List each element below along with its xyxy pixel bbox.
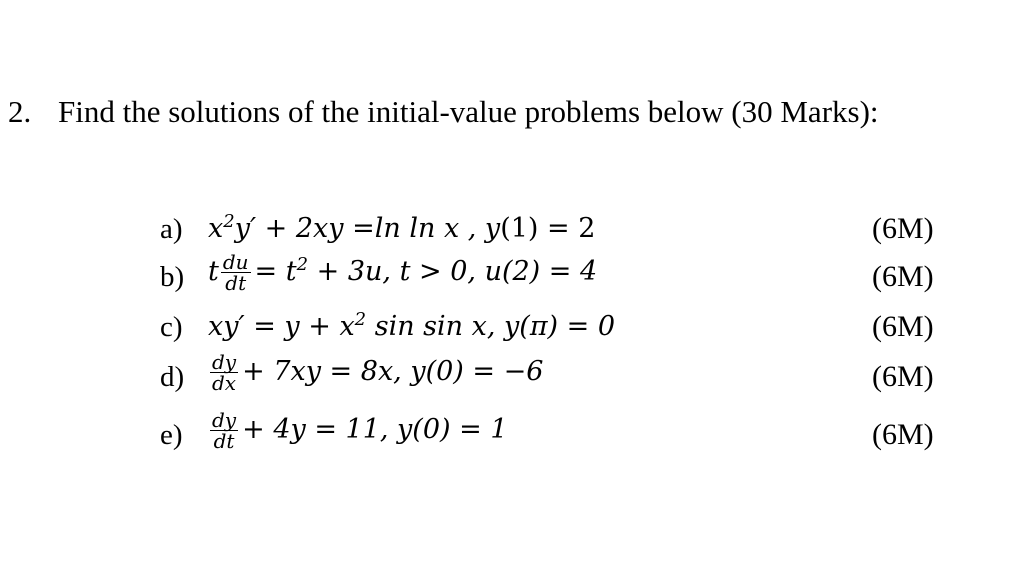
fraction	[210, 352, 238, 393]
problem-e	[160, 408, 960, 468]
problem-marks: (6M)	[872, 418, 934, 451]
problem-equation	[208, 310, 615, 344]
problem-label: e)	[160, 419, 183, 451]
problem-equation	[208, 410, 508, 451]
question-number: 2.	[8, 94, 32, 129]
eq-part: sin sin x, y(π) = 0	[366, 311, 616, 342]
eq-part: + 4y = 11, y(0) = 1	[242, 414, 508, 445]
eq-part: + 3u, t > 0, u(2) = 4	[308, 256, 598, 287]
fraction	[221, 252, 251, 293]
eq-part: x	[208, 213, 224, 244]
problem-equation	[208, 252, 597, 293]
eq-exponent: 2	[354, 309, 367, 331]
problem-equation	[208, 212, 595, 246]
fraction	[210, 410, 238, 451]
problem-label: a)	[160, 213, 183, 245]
eq-exponent: 2	[296, 254, 309, 276]
eq-part: y′ + 2xy =ln ln x ,	[234, 213, 485, 244]
problem-d	[160, 350, 960, 410]
problem-label: c)	[160, 311, 183, 343]
fraction-numerator: dy	[212, 408, 237, 432]
eq-part: + 7xy = 8x, y(0) = −6	[242, 356, 544, 387]
fraction-denominator: dt	[225, 271, 247, 295]
problem-marks: (6M)	[872, 310, 934, 343]
eq-part: t	[208, 256, 219, 287]
eq-part: xy′ = y + x	[208, 311, 355, 342]
problem-equation	[208, 352, 543, 393]
eq-exponent: 2	[223, 211, 235, 233]
eq-part: y	[484, 213, 501, 244]
fraction-numerator: dy	[212, 350, 237, 374]
eq-part: = t	[254, 256, 297, 287]
problem-b	[160, 250, 960, 308]
problem-label: d)	[160, 361, 185, 393]
question-heading	[8, 92, 879, 132]
problem-marks: (6M)	[872, 212, 934, 245]
fraction-numerator: du	[222, 250, 249, 274]
problem-label: b)	[160, 261, 185, 293]
eq-part: (1) = 2	[500, 213, 596, 244]
problem-marks: (6M)	[872, 360, 934, 393]
question-text: Find the solutions of the initial-value problems below (30 Marks):	[58, 94, 879, 129]
fraction-denominator: dt	[213, 429, 235, 453]
fraction-denominator: dx	[212, 371, 237, 395]
problem-marks: (6M)	[872, 260, 934, 293]
